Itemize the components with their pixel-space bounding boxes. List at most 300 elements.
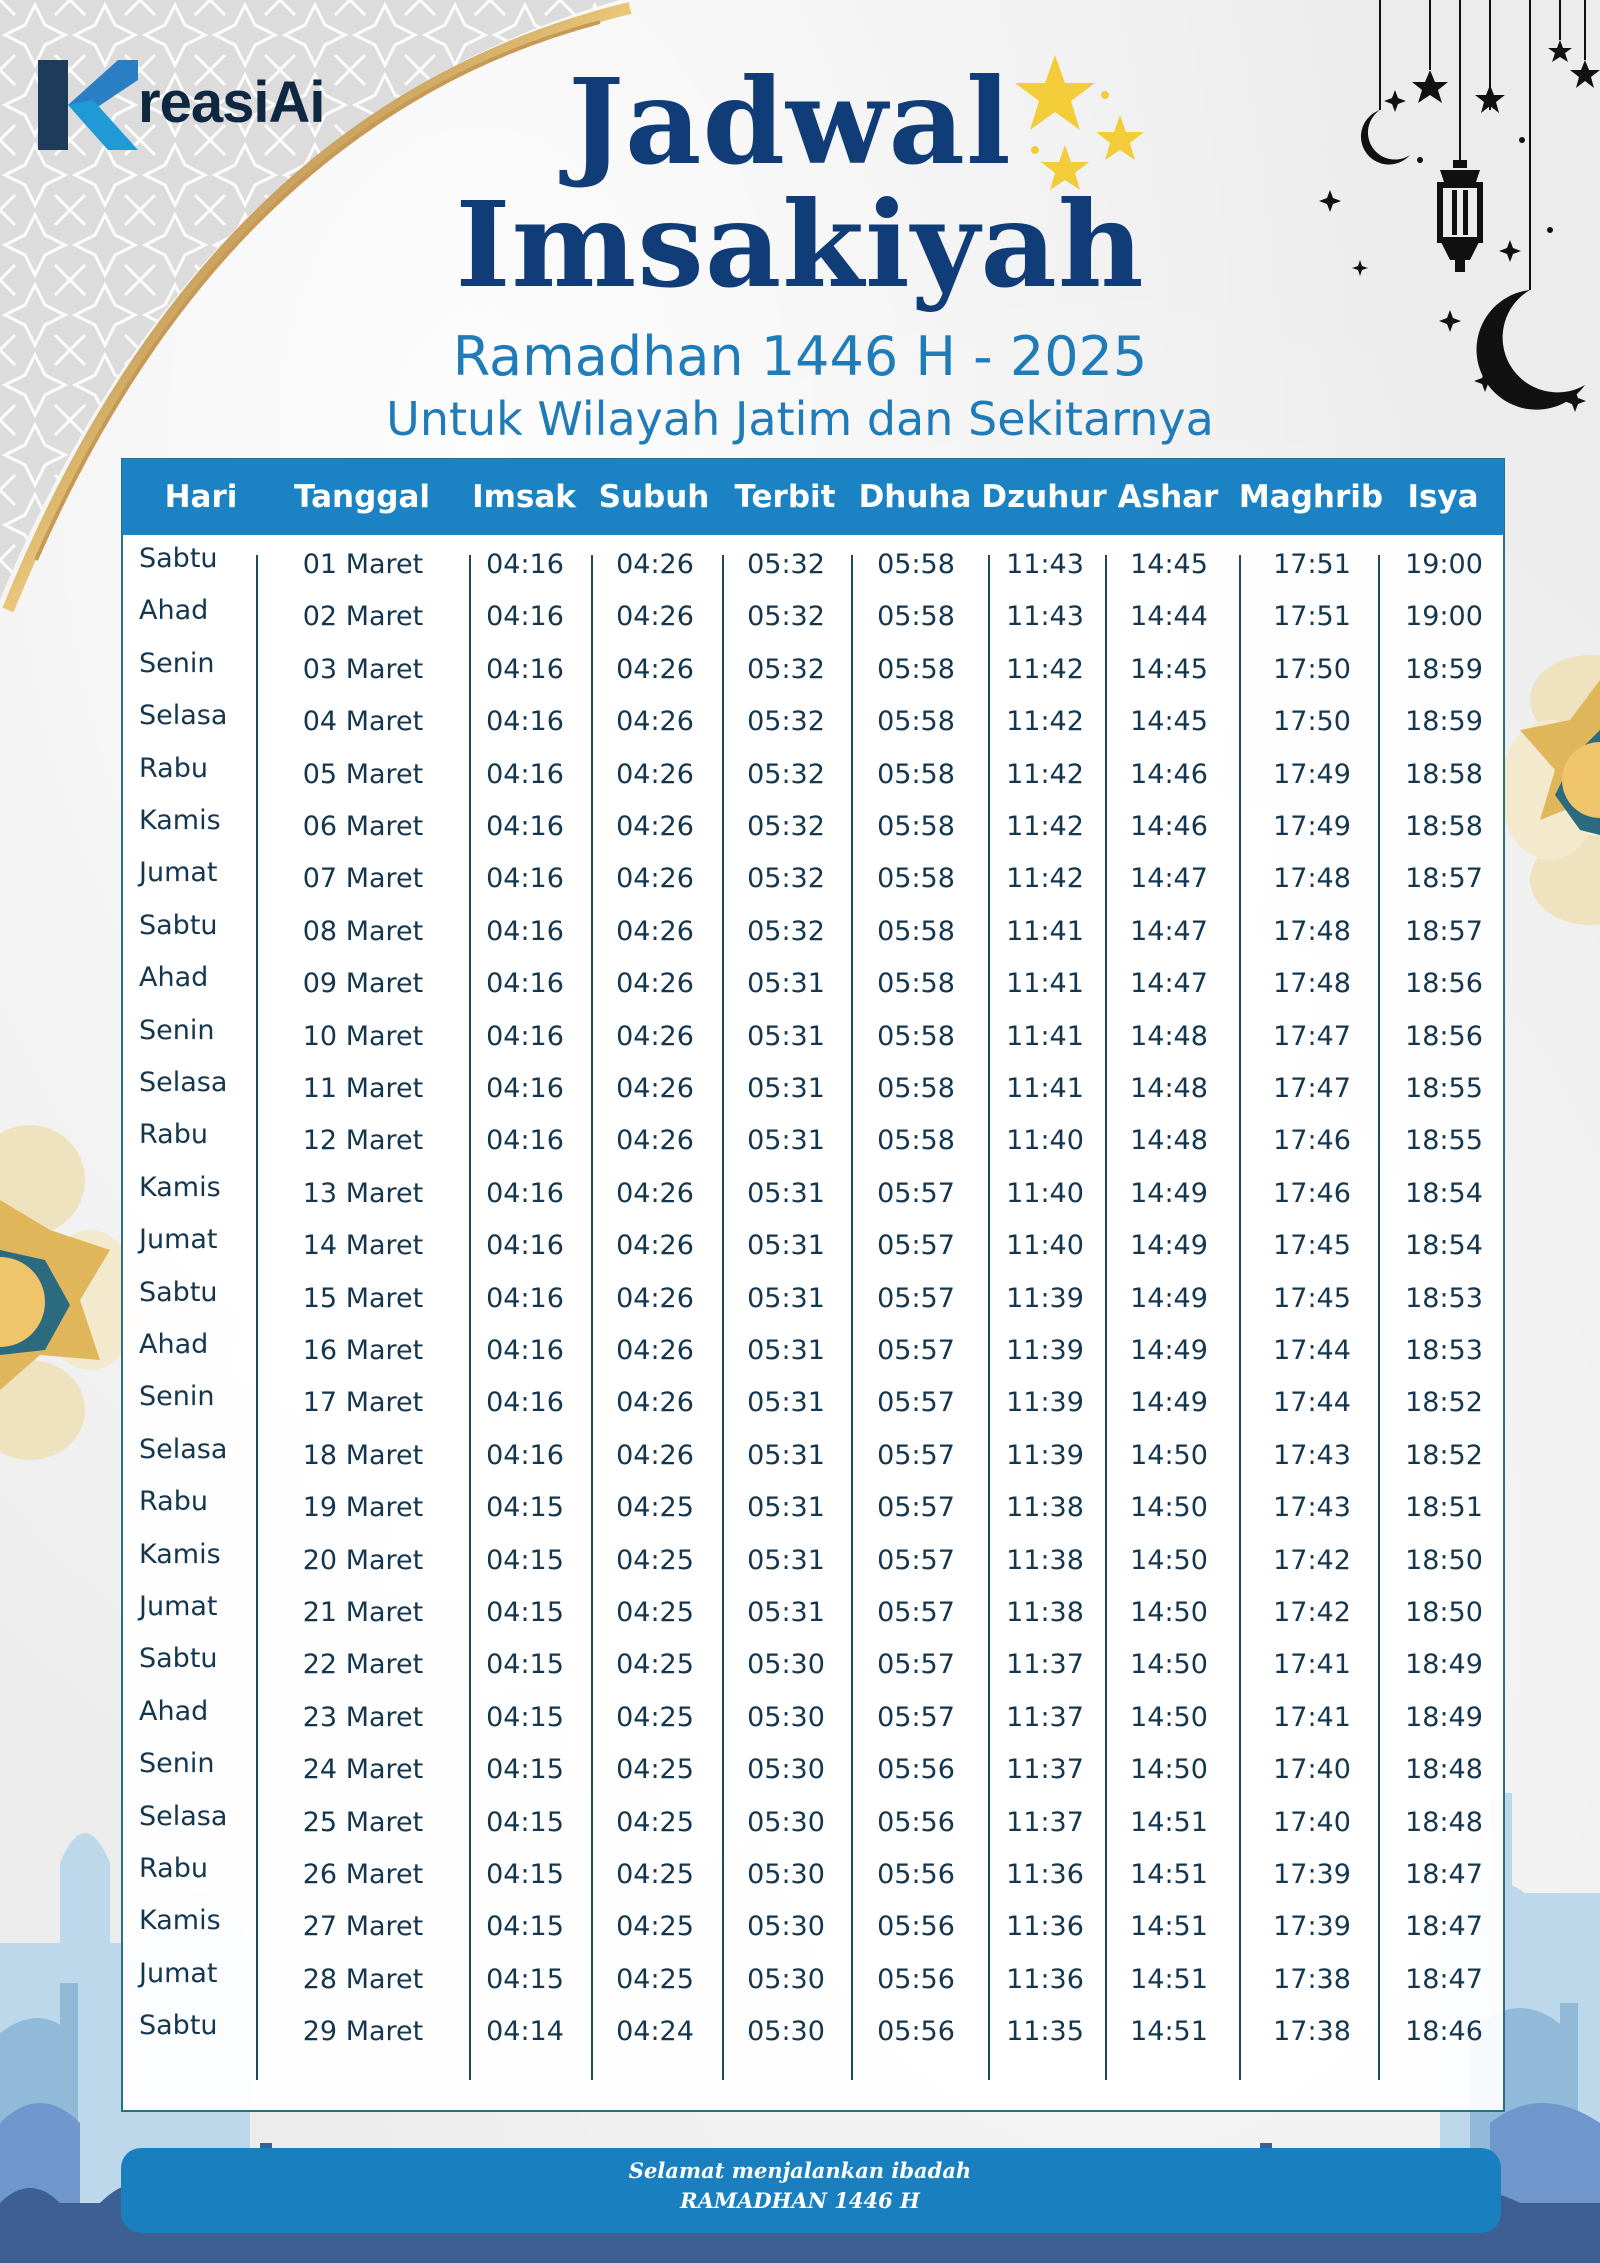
cell-dzuhur: 11:42	[1006, 758, 1084, 790]
cell-maghrib: 17:51	[1273, 549, 1351, 580]
cell-subuh: 04:26	[616, 811, 694, 842]
cell-dzuhur: 11:39	[1006, 1387, 1084, 1419]
column-header-maghrib: Maghrib	[1238, 479, 1384, 515]
cell-dzuhur: 11:40	[1006, 1125, 1084, 1157]
cell-maghrib: 17:38	[1273, 2016, 1351, 2048]
cell-tanggal: 18 Maret	[302, 1439, 424, 1471]
cell-subuh: 04:25	[616, 1859, 694, 1890]
cell-terbit: 05:31	[747, 1282, 825, 1314]
cell-hari: Ahad	[139, 1329, 209, 1360]
cell-ashar: 14:47	[1130, 863, 1208, 895]
cell-tanggal: 11 Maret	[302, 1073, 424, 1104]
cell-dhuha: 05:58	[877, 968, 955, 1000]
cell-hari: Sabtu	[139, 1276, 218, 1308]
cell-dzuhur: 11:41	[1006, 915, 1084, 947]
cell-terbit: 05:31	[747, 1387, 825, 1419]
cell-subuh: 04:24	[616, 2016, 694, 2048]
cell-ashar: 14:45	[1130, 549, 1208, 580]
cell-maghrib: 17:43	[1273, 1439, 1351, 1471]
cell-hari: Rabu	[139, 1486, 208, 1518]
cell-ashar: 14:51	[1130, 1859, 1208, 1890]
cell-dhuha: 05:56	[877, 1963, 955, 1995]
cell-tanggal: 28 Maret	[302, 1963, 424, 1995]
cell-subuh: 04:25	[616, 1806, 694, 1838]
cell-hari: Rabu	[139, 752, 208, 784]
cell-hari: Senin	[139, 1014, 215, 1046]
cell-hari: Ahad	[139, 962, 209, 994]
cell-ashar: 14:51	[1130, 1963, 1208, 1995]
column-divider	[1105, 555, 1107, 2080]
cell-maghrib: 17:39	[1273, 1859, 1351, 1890]
cell-dzuhur: 11:41	[1006, 1073, 1084, 1104]
cell-imsak: 04:14	[486, 2016, 564, 2048]
cell-tanggal: 06 Maret	[302, 811, 424, 842]
cell-imsak: 04:16	[486, 549, 564, 580]
cell-ashar: 14:50	[1130, 1701, 1208, 1733]
cell-dhuha: 05:58	[877, 758, 955, 790]
cell-terbit: 05:30	[747, 1963, 825, 1995]
cell-terbit: 05:32	[747, 549, 825, 580]
cell-hari: Rabu	[139, 1853, 208, 1884]
cell-dhuha: 05:57	[877, 1230, 955, 1262]
cell-terbit: 05:32	[747, 601, 825, 633]
cell-imsak: 04:15	[486, 1859, 564, 1890]
cell-tanggal: 24 Maret	[302, 1754, 424, 1786]
cell-hari: Sabtu	[139, 909, 218, 941]
cell-isya: 18:55	[1405, 1125, 1483, 1157]
cell-dzuhur: 11:36	[1006, 1859, 1084, 1890]
cell-tanggal: 29 Maret	[302, 2016, 424, 2048]
cell-tanggal: 23 Maret	[302, 1701, 424, 1733]
cell-hari: Senin	[139, 1381, 215, 1413]
cell-maghrib: 17:41	[1273, 1649, 1351, 1681]
cell-terbit: 05:31	[747, 1597, 825, 1628]
cell-dzuhur: 11:39	[1006, 1335, 1084, 1366]
cell-dhuha: 05:58	[877, 915, 955, 947]
cell-subuh: 04:26	[616, 1125, 694, 1157]
cell-imsak: 04:15	[486, 1492, 564, 1524]
cell-terbit: 05:30	[747, 1911, 825, 1943]
cell-maghrib: 17:48	[1273, 968, 1351, 1000]
subtitle-region: Untuk Wilayah Jatim dan Sekitarnya	[386, 392, 1214, 446]
column-header-terbit: Terbit	[734, 479, 836, 515]
cell-maghrib: 17:47	[1273, 1073, 1351, 1104]
cell-maghrib: 17:44	[1273, 1335, 1351, 1366]
cell-dhuha: 05:58	[877, 1020, 955, 1052]
cell-imsak: 04:15	[486, 1963, 564, 1995]
cell-isya: 18:49	[1405, 1649, 1483, 1681]
cell-imsak: 04:16	[486, 1020, 564, 1052]
subtitle-ramadhan: Ramadhan 1446 H - 2025	[452, 325, 1148, 388]
cell-maghrib: 17:50	[1273, 653, 1351, 685]
cell-dzuhur: 11:43	[1006, 549, 1084, 580]
cell-imsak: 04:15	[486, 1597, 564, 1628]
cell-subuh: 04:25	[616, 1597, 694, 1628]
cell-subuh: 04:26	[616, 1020, 694, 1052]
cell-isya: 18:54	[1405, 1177, 1483, 1209]
cell-ashar: 14:45	[1130, 706, 1208, 738]
cell-isya: 18:53	[1405, 1335, 1483, 1366]
cell-dhuha: 05:57	[877, 1492, 955, 1524]
cell-ashar: 14:46	[1130, 758, 1208, 790]
cell-imsak: 04:16	[486, 863, 564, 895]
cell-tanggal: 04 Maret	[302, 706, 424, 738]
cell-tanggal: 22 Maret	[302, 1649, 424, 1681]
cell-maghrib: 17:46	[1273, 1125, 1351, 1157]
cell-hari: Selasa	[139, 700, 228, 732]
cell-tanggal: 05 Maret	[302, 758, 424, 790]
cell-isya: 18:56	[1405, 968, 1483, 1000]
cell-isya: 18:46	[1405, 2016, 1483, 2048]
cell-tanggal: 14 Maret	[302, 1230, 424, 1262]
cell-ashar: 14:51	[1130, 1911, 1208, 1943]
cell-subuh: 04:25	[616, 1649, 694, 1681]
cell-imsak: 04:16	[486, 811, 564, 842]
cell-dzuhur: 11:40	[1006, 1230, 1084, 1262]
cell-ashar: 14:49	[1130, 1387, 1208, 1419]
cell-hari: Selasa	[139, 1433, 228, 1465]
cell-isya: 18:48	[1405, 1754, 1483, 1786]
cell-subuh: 04:26	[616, 653, 694, 685]
column-header-imsak: Imsak	[472, 479, 576, 515]
cell-terbit: 05:30	[747, 1701, 825, 1733]
cell-subuh: 04:26	[616, 601, 694, 633]
cell-ashar: 14:44	[1130, 601, 1208, 633]
cell-maghrib: 17:49	[1273, 758, 1351, 790]
cell-dhuha: 05:58	[877, 549, 955, 580]
cell-dzuhur: 11:39	[1006, 1439, 1084, 1471]
cell-imsak: 04:16	[486, 601, 564, 633]
cell-dhuha: 05:57	[877, 1177, 955, 1209]
cell-dhuha: 05:58	[877, 1073, 955, 1104]
cell-imsak: 04:16	[486, 915, 564, 947]
cell-isya: 18:57	[1405, 915, 1483, 947]
cell-tanggal: 17 Maret	[302, 1387, 424, 1419]
cell-imsak: 04:16	[486, 1335, 564, 1366]
cell-dzuhur: 11:40	[1006, 1177, 1084, 1209]
cell-ashar: 14:47	[1130, 915, 1208, 947]
cell-dzuhur: 11:42	[1006, 863, 1084, 895]
cell-hari: Senin	[139, 647, 215, 679]
cell-dhuha: 05:58	[877, 706, 955, 738]
cell-isya: 18:47	[1405, 1963, 1483, 1995]
cell-dhuha: 05:57	[877, 1335, 955, 1366]
cell-tanggal: 27 Maret	[302, 1911, 424, 1943]
cell-isya: 18:58	[1405, 758, 1483, 790]
cell-subuh: 04:26	[616, 968, 694, 1000]
cell-dzuhur: 11:37	[1006, 1701, 1084, 1733]
cell-subuh: 04:25	[616, 1911, 694, 1943]
cell-ashar: 14:48	[1130, 1073, 1208, 1104]
cell-dhuha: 05:58	[877, 653, 955, 685]
cell-subuh: 04:25	[616, 1701, 694, 1733]
cell-dzuhur: 11:38	[1006, 1544, 1084, 1576]
cell-isya: 18:55	[1405, 1073, 1483, 1104]
cell-subuh: 04:26	[616, 1230, 694, 1262]
cell-dhuha: 05:58	[877, 601, 955, 633]
cell-terbit: 05:31	[747, 1544, 825, 1576]
cell-maghrib: 17:44	[1273, 1387, 1351, 1419]
cell-isya: 18:50	[1405, 1544, 1483, 1576]
cell-hari: Jumat	[139, 857, 218, 889]
column-header-isya: Isya	[1407, 479, 1479, 515]
cell-maghrib: 17:40	[1273, 1806, 1351, 1838]
cell-dzuhur: 11:42	[1006, 706, 1084, 738]
cell-subuh: 04:26	[616, 549, 694, 580]
cell-terbit: 05:32	[747, 653, 825, 685]
cell-dzuhur: 11:35	[1006, 2016, 1084, 2048]
cell-dzuhur: 11:41	[1006, 968, 1084, 1000]
cell-terbit: 05:31	[747, 968, 825, 1000]
cell-imsak: 04:16	[486, 1282, 564, 1314]
cell-isya: 18:51	[1405, 1492, 1483, 1524]
cell-imsak: 04:16	[486, 1230, 564, 1262]
cell-tanggal: 19 Maret	[302, 1492, 424, 1524]
cell-terbit: 05:31	[747, 1073, 825, 1104]
cell-tanggal: 10 Maret	[302, 1020, 424, 1052]
cell-terbit: 05:32	[747, 863, 825, 895]
cell-terbit: 05:32	[747, 706, 825, 738]
cell-maghrib: 17:45	[1273, 1230, 1351, 1262]
cell-tanggal: 21 Maret	[302, 1597, 424, 1628]
cell-hari: Jumat	[139, 1591, 218, 1622]
cell-isya: 18:47	[1405, 1859, 1483, 1890]
cell-tanggal: 03 Maret	[302, 653, 424, 685]
cell-isya: 18:53	[1405, 1282, 1483, 1314]
cell-subuh: 04:26	[616, 915, 694, 947]
cell-tanggal: 25 Maret	[302, 1806, 424, 1838]
cell-isya: 19:00	[1405, 549, 1483, 580]
cell-ashar: 14:50	[1130, 1492, 1208, 1524]
cell-terbit: 05:31	[747, 1177, 825, 1209]
cell-terbit: 05:31	[747, 1230, 825, 1262]
cell-tanggal: 07 Maret	[302, 863, 424, 895]
cell-isya: 18:52	[1405, 1439, 1483, 1471]
cell-subuh: 04:26	[616, 1177, 694, 1209]
footer-ramadhan: RAMADHAN 1446 H	[680, 2188, 920, 2213]
cell-dhuha: 05:56	[877, 1859, 955, 1890]
cell-terbit: 05:30	[747, 1806, 825, 1838]
title-line-2: Imsakiyah	[455, 175, 1145, 314]
cell-isya: 18:54	[1405, 1230, 1483, 1262]
cell-ashar: 14:50	[1130, 1439, 1208, 1471]
cell-hari: Sabtu	[139, 543, 218, 574]
cell-dzuhur: 11:38	[1006, 1492, 1084, 1524]
cell-imsak: 04:16	[486, 1387, 564, 1419]
cell-terbit: 05:31	[747, 1492, 825, 1524]
cell-dzuhur: 11:42	[1006, 811, 1084, 842]
cell-isya: 18:49	[1405, 1701, 1483, 1733]
cell-dzuhur: 11:36	[1006, 1911, 1084, 1943]
cell-maghrib: 17:45	[1273, 1282, 1351, 1314]
cell-dhuha: 05:56	[877, 1806, 955, 1838]
cell-maghrib: 17:41	[1273, 1701, 1351, 1733]
cell-dzuhur: 11:36	[1006, 1963, 1084, 1995]
cell-dhuha: 05:57	[877, 1597, 955, 1628]
cell-hari: Ahad	[139, 1695, 209, 1727]
cell-maghrib: 17:51	[1273, 601, 1351, 633]
cell-imsak: 04:16	[486, 1439, 564, 1471]
cell-tanggal: 20 Maret	[302, 1544, 424, 1576]
cell-subuh: 04:26	[616, 1439, 694, 1471]
cell-dzuhur: 11:39	[1006, 1282, 1084, 1314]
cell-maghrib: 17:39	[1273, 1911, 1351, 1943]
cell-hari: Sabtu	[139, 2010, 218, 2042]
cell-isya: 18:50	[1405, 1597, 1483, 1628]
cell-maghrib: 17:49	[1273, 811, 1351, 842]
cell-isya: 18:48	[1405, 1806, 1483, 1838]
cell-hari: Rabu	[139, 1119, 208, 1151]
cell-ashar: 14:46	[1130, 811, 1208, 842]
cell-dhuha: 05:56	[877, 2016, 955, 2048]
cell-maghrib: 17:38	[1273, 1963, 1351, 1995]
cell-ashar: 14:49	[1130, 1177, 1208, 1209]
cell-tanggal: 08 Maret	[302, 915, 424, 947]
cell-imsak: 04:16	[486, 1073, 564, 1104]
cell-ashar: 14:47	[1130, 968, 1208, 1000]
cell-ashar: 14:50	[1130, 1597, 1208, 1628]
cell-isya: 19:00	[1405, 601, 1483, 633]
imsakiyah-table	[121, 458, 1505, 2112]
cell-dzuhur: 11:37	[1006, 1754, 1084, 1786]
cell-imsak: 04:15	[486, 1649, 564, 1681]
cell-isya: 18:57	[1405, 863, 1483, 895]
cell-hari: Jumat	[139, 1957, 218, 1989]
cell-tanggal: 15 Maret	[302, 1282, 424, 1314]
cell-imsak: 04:15	[486, 1806, 564, 1838]
cell-dzuhur: 11:37	[1006, 1806, 1084, 1838]
cell-tanggal: 26 Maret	[302, 1859, 424, 1890]
cell-hari: Jumat	[139, 1224, 218, 1256]
cell-dhuha: 05:58	[877, 863, 955, 895]
cell-hari: Selasa	[139, 1800, 228, 1832]
cell-tanggal: 01 Maret	[302, 549, 424, 580]
cell-dzuhur: 11:37	[1006, 1649, 1084, 1681]
cell-maghrib: 17:46	[1273, 1177, 1351, 1209]
cell-hari: Kamis	[139, 805, 221, 836]
column-header-tanggal: Tanggal	[293, 479, 431, 515]
cell-terbit: 05:32	[747, 915, 825, 947]
cell-dzuhur: 11:42	[1006, 653, 1084, 685]
cell-dhuha: 05:58	[877, 1125, 955, 1157]
cell-dzuhur: 11:43	[1006, 601, 1084, 633]
cell-ashar: 14:51	[1130, 2016, 1208, 2048]
cell-imsak: 04:16	[486, 706, 564, 738]
cell-imsak: 04:15	[486, 1754, 564, 1786]
cell-dhuha: 05:57	[877, 1649, 955, 1681]
cell-maghrib: 17:43	[1273, 1492, 1351, 1524]
column-header-hari: Hari	[164, 479, 238, 515]
cell-tanggal: 13 Maret	[302, 1177, 424, 1209]
cell-ashar: 14:50	[1130, 1754, 1208, 1786]
cell-ashar: 14:48	[1130, 1020, 1208, 1052]
cell-imsak: 04:16	[486, 1125, 564, 1157]
column-header-subuh: Subuh	[598, 479, 710, 515]
cell-imsak: 04:16	[486, 758, 564, 790]
cell-tanggal: 12 Maret	[302, 1125, 424, 1157]
table-header	[122, 459, 1504, 535]
cell-dhuha: 05:57	[877, 1439, 955, 1471]
cell-imsak: 04:15	[486, 1544, 564, 1576]
cell-maghrib: 17:42	[1273, 1544, 1351, 1576]
cell-subuh: 04:26	[616, 1387, 694, 1419]
cell-dhuha: 05:57	[877, 1282, 955, 1314]
cell-imsak: 04:15	[486, 1911, 564, 1943]
cell-dhuha: 05:56	[877, 1754, 955, 1786]
cell-maghrib: 17:50	[1273, 706, 1351, 738]
cell-subuh: 04:26	[616, 863, 694, 895]
cell-tanggal: 09 Maret	[302, 968, 424, 1000]
cell-terbit: 05:32	[747, 811, 825, 842]
cell-isya: 18:59	[1405, 706, 1483, 738]
cell-maghrib: 17:48	[1273, 915, 1351, 947]
cell-dhuha: 05:57	[877, 1701, 955, 1733]
cell-isya: 18:56	[1405, 1020, 1483, 1052]
cell-ashar: 14:50	[1130, 1544, 1208, 1576]
cell-subuh: 04:25	[616, 1492, 694, 1524]
cell-terbit: 05:31	[747, 1125, 825, 1157]
cell-subuh: 04:25	[616, 1544, 694, 1576]
cell-maghrib: 17:42	[1273, 1597, 1351, 1628]
cell-terbit: 05:30	[747, 2016, 825, 2048]
cell-hari: Sabtu	[139, 1643, 218, 1675]
cell-imsak: 04:16	[486, 968, 564, 1000]
cell-ashar: 14:51	[1130, 1806, 1208, 1838]
cell-subuh: 04:25	[616, 1754, 694, 1786]
cell-terbit: 05:31	[747, 1020, 825, 1052]
cell-ashar: 14:49	[1130, 1335, 1208, 1366]
cell-ashar: 14:50	[1130, 1649, 1208, 1681]
cell-ashar: 14:49	[1130, 1230, 1208, 1262]
cell-hari: Kamis	[139, 1538, 221, 1570]
cell-terbit: 05:31	[747, 1335, 825, 1366]
cell-terbit: 05:31	[747, 1439, 825, 1471]
cell-ashar: 14:45	[1130, 653, 1208, 685]
cell-dhuha: 05:58	[877, 811, 955, 842]
cell-subuh: 04:26	[616, 706, 694, 738]
cell-subuh: 04:26	[616, 1335, 694, 1366]
column-header-ashar: Ashar	[1117, 479, 1219, 515]
cell-terbit: 05:30	[747, 1754, 825, 1786]
cell-tanggal: 16 Maret	[302, 1335, 424, 1366]
cell-subuh: 04:26	[616, 1282, 694, 1314]
cell-dhuha: 05:57	[877, 1544, 955, 1576]
cell-imsak: 04:16	[486, 653, 564, 685]
cell-dzuhur: 11:38	[1006, 1597, 1084, 1628]
column-header-dhuha: Dhuha	[858, 479, 972, 515]
cell-hari: Selasa	[139, 1067, 228, 1098]
cell-dzuhur: 11:41	[1006, 1020, 1084, 1052]
cell-maghrib: 17:48	[1273, 863, 1351, 895]
gold-stars-icon	[1010, 55, 1160, 195]
cell-isya: 18:59	[1405, 653, 1483, 685]
cell-hari: Kamis	[139, 1171, 221, 1203]
cell-imsak: 04:16	[486, 1177, 564, 1209]
cell-subuh: 04:26	[616, 1073, 694, 1104]
cell-terbit: 05:30	[747, 1649, 825, 1681]
cell-maghrib: 17:40	[1273, 1754, 1351, 1786]
column-header-dzuhur: Dzuhur	[981, 479, 1107, 515]
cell-isya: 18:52	[1405, 1387, 1483, 1419]
cell-ashar: 14:48	[1130, 1125, 1208, 1157]
logo-text: reasiAi	[138, 70, 325, 135]
cell-terbit: 05:32	[747, 758, 825, 790]
cell-terbit: 05:30	[747, 1859, 825, 1890]
cell-hari: Kamis	[139, 1905, 221, 1937]
title-line-1: Jadwal	[568, 52, 1012, 191]
cell-ashar: 14:49	[1130, 1282, 1208, 1314]
cell-hari: Senin	[139, 1748, 215, 1780]
